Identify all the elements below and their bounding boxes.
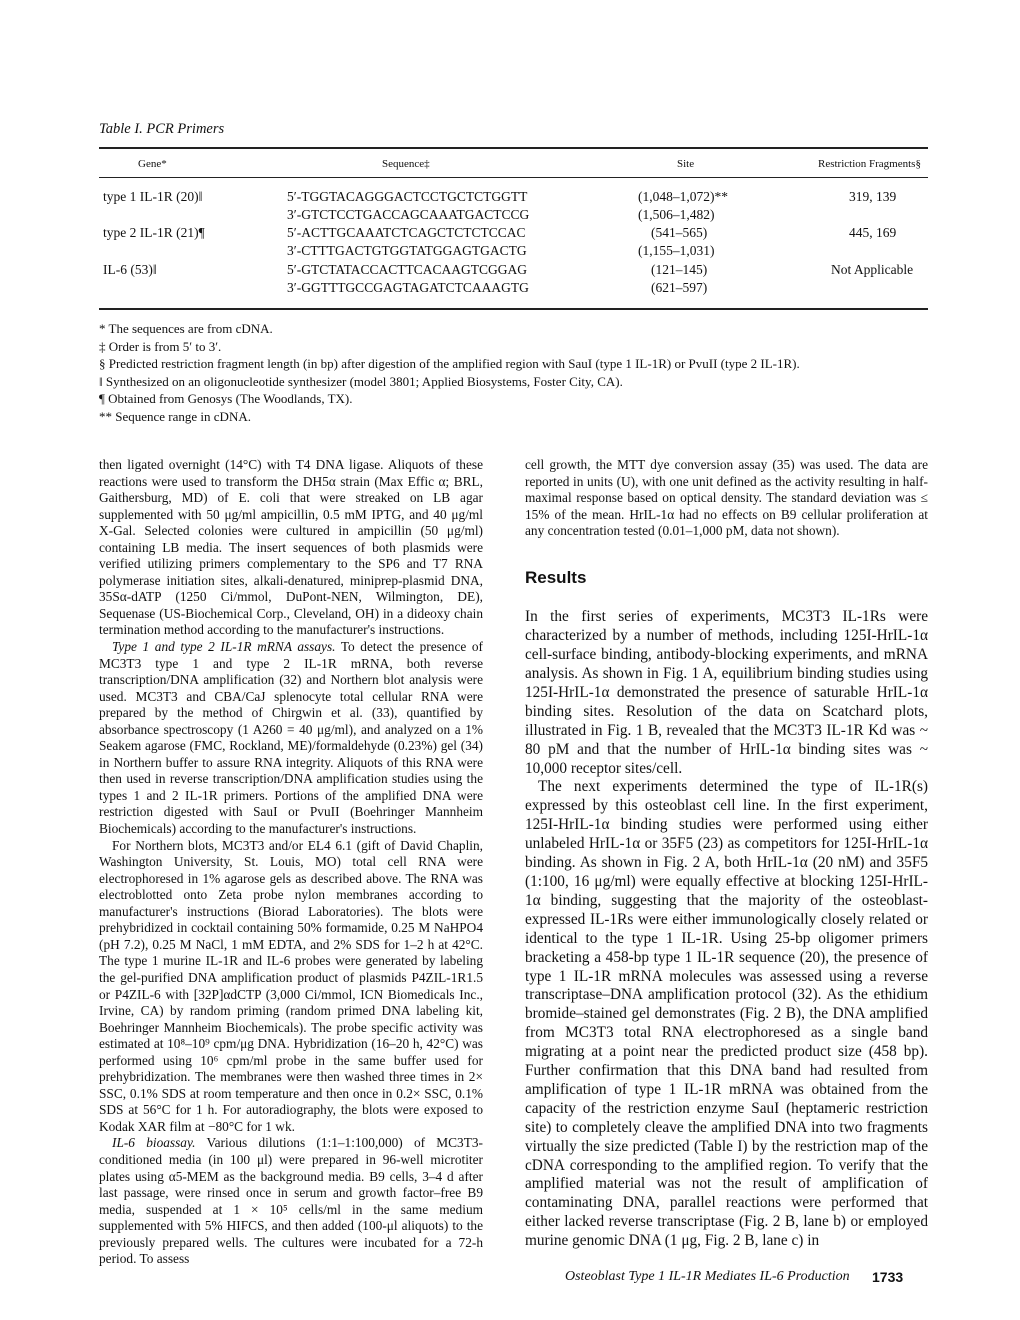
table-cell-fragments: 445, 169 bbox=[849, 225, 897, 240]
table-cell-site: (1,048–1,072)** bbox=[638, 189, 728, 204]
paragraph-text: To detect the presence of MC3T3 type 1 and type 2 IL-1R mRNA, both reverse transcription/DNA amplification (32) and Northern blot analysis were used. MC3T3 and CBA/CaJ splenocyte total cellular RNA were prepared by the method of Chirgwin et al. (33), quantified by absorbance spectroscopy (1 A260 = 40 μg/ml), and analyzed on a 1% Seakem agarose (FMC, Rockland, ME)/formaldehyde (0.23%) gel (34) in Northern buffer to assure RNA integrity. Aliquots of this RNA were then used in reverse transcription/DNA amplification studies using the types 1 and 2 IL-1R primers. Portions of the amplified DNA were restriction digested with SauI or PvuII (Boehringer Mannheim Biochemicals) according to the manufacturer's instructions. bbox=[99, 639, 483, 837]
left-column bbox=[99, 457, 483, 1268]
footnote: § Predicted restriction fragment length (in bp) after digestion of the amplified region with SauI (type 1 IL-1R) or PvuII (type 2 IL-1R). bbox=[99, 356, 800, 372]
paragraph-text: Various dilutions (1:1–1:100,000) of MC3T3-conditioned media (in 100 μl) were prepared in 96-well microtiter plates using α5-MEM as the background media. B9 cells, 3–4 d after last passage, were rinsed once in serum and growth factor–free B9 media, suspended at 1 × 10⁵ cells/ml in the same medium supplemented with 5% HIFCS, and then added (100-μl aliquots) to the previously prepared wells. The cultures were incubated for a 72-h period. To assess bbox=[99, 1135, 483, 1267]
table-footnotes bbox=[99, 320, 939, 426]
paragraph-title: Type 1 and type 2 IL-1R mRNA assays. bbox=[112, 639, 336, 655]
table-title: Table I. PCR Primers bbox=[99, 121, 225, 137]
table-header-rule bbox=[99, 177, 928, 178]
footnote: ** Sequence range in cDNA. bbox=[99, 408, 251, 424]
table-cell-gene: type 1 IL-1R (20)‖ bbox=[103, 189, 203, 204]
page-number: 1733 bbox=[872, 1269, 904, 1285]
table-cell-sequence: 5′-ACTTGCAAATCTCAGCTCTCTCCAC bbox=[287, 225, 526, 240]
table-cell-site: (1,155–1,031) bbox=[638, 243, 715, 258]
right-column bbox=[525, 457, 928, 1251]
paragraph bbox=[99, 1135, 483, 1267]
section-heading: Results bbox=[525, 567, 587, 587]
paragraph: In the first series of experiments, MC3T3 IL-1Rs were characterized by a number of methods, including 125I-HrIL-1α cell-surface binding, antibody-blocking experiments, and mRNA analysis. As shown in Fig. 1 A, equilibrium binding studies using 125I-HrIL-1α demonstrated the presence of saturable HrIL-1α binding sites. Resolution of the data on Scatchard plots, illustrated in Fig. 1 B, revealed that the MC3T3 IL-1R Kd was ~ 80 pM and that the number of HrIL-1α binding sites was ~ 10,000 receptor sites/cell. bbox=[525, 608, 928, 777]
table-cell-sequence: 5′-GTCTATACCACTTCACAAGTCGGAG bbox=[287, 262, 528, 277]
header-gene: Gene* bbox=[138, 158, 167, 170]
table-cell-gene: IL-6 (53)‖ bbox=[103, 262, 157, 277]
header-restriction-fragments: Restriction Fragments§ bbox=[818, 158, 921, 170]
table-top-rule bbox=[99, 147, 928, 149]
table-cell-site: (1,506–1,482) bbox=[638, 207, 715, 222]
table-cell-site: (121–145) bbox=[651, 262, 708, 277]
header-site: Site bbox=[677, 158, 695, 170]
footnote: ‖ Synthesized on an oligonucleotide synthesizer (model 3801; Applied Biosystems, Foster City, CA). bbox=[99, 373, 623, 389]
paragraph: cell growth, the MTT dye conversion assay (35) was used. The data are reported in units (U), with one unit defined as the activity resulting in half-maximal response based on optical density. The standard deviation was ≤ 15% of the mean. HrIL-1α had no effects on B9 cellular proliferation at any concentration tested (0.01–1,000 pM, data not shown). bbox=[525, 457, 928, 539]
table-cell-fragments: 319, 139 bbox=[849, 189, 897, 204]
footnote: ¶ Obtained from Genosys (The Woodlands, TX). bbox=[99, 391, 353, 407]
footnote: * The sequences are from cDNA. bbox=[99, 321, 273, 336]
paragraph-title: IL-6 bioassay. bbox=[112, 1135, 196, 1151]
paragraph: then ligated overnight (14°C) with T4 DNA ligase. Aliquots of these reactions were used to transform the DH5α strain (Max Effic α; BRL, Gaithersburg, MD) of E. coli that were streaked on LB agar supplemented with 50 μg/ml ampicillin, 0.5 mM IPTG, and 40 μg/ml X-Gal. Selected colonies were cultured in ampicillin (50 μg/ml) containing LB media. The insert sequences of both plasmids were verified utilizing primers complementary to the SP6 and T7 RNA polymerase initiation sites, alkali-denatured, miniprep-plasmid DNA, 35Sα-dATP (1250 Ci/mmol, DuPont-NEN, Wilmington, DE), Sequenase (US-Biochemical Corp., Cleveland, OH) in a dideoxy chain termination method according to the manufacturer's instructions. bbox=[99, 457, 483, 638]
table-bottom-rule bbox=[99, 308, 928, 310]
table-cell-sequence: 3′-GTCTCCTGACCAGCAAATGACTCCG bbox=[287, 207, 530, 222]
table-cell-sequence: 3′-GGTTTGCCGAGTAGATCTCAAAGTG bbox=[287, 280, 529, 295]
footnote: ‡ Order is from 5′ to 3′. bbox=[99, 338, 222, 354]
header-sequence: Sequence‡ bbox=[382, 158, 430, 170]
table-cell-fragments: Not Applicable bbox=[831, 262, 914, 277]
paragraph bbox=[99, 639, 483, 838]
paragraph: The next experiments determined the type of IL-1R(s) expressed by this osteoblast cell line. In the first experiment, 125I-HrIL-1α binding studies were performed using either unlabeled HrIL-1α or 35F5 (23) as competitors for 125I-HrIL-1α binding. As shown in Fig. 2 A, both HrIL-1α (20 nM) and 35F5 (1:100, 16 μg/ml) were equally effective at blocking 125I-HrIL-1α binding, suggesting that the majority of the osteoblast-expressed IL-1Rs were either immunologically closely related or identical to the type 1 IL-1R. Using 25-bp oligomer primers bracketing a 458-bp type 1 IL-1R sequence (20), the presence of type 1 IL-1R mRNA molecules was assessed using a reverse transcriptase–DNA amplification protocol (32). As the ethidium bromide–stained gel demonstrates (Fig. 2 B), the DNA amplified from MC3T3 total RNA electrophoresed as a single band migrating at a point near the predicted product size (458 bp). Further confirmation that this DNA band had resulted from amplification of type 1 IL-1R mRNA was obtained from the capacity of the restriction enzyme SauI (heptameric restriction site) to completely cleave the amplified DNA into two fragments virtually the size predicted (Table I) by the restriction map of the cDNA corresponding to the amplified region. To verify that the amplified material was not the result of amplification of contaminating DNA, parallel reactions were performed that either lacked reverse transcriptase (Fig. 2 B, lane b) or employed murine genomic DNA (1 μg, Fig. 2 B, lane c) in bbox=[525, 778, 928, 1250]
table-cell-site: (541–565) bbox=[651, 225, 708, 240]
table-cell-sequence: 5′-TGGTACAGGGACTCCTGCTCTGGTT bbox=[287, 189, 528, 204]
paragraph: For Northern blots, MC3T3 and/or EL4 6.1 (gift of David Chaplin, Washington University, St. Louis, MO) total cell RNA were electrophoresed in 1% agarose gels as described above. The RNA was electroblotted onto Zeta probe nylon membranes according to manufacturer's instructions (Biorad Laboratories). The blots were prehybridized in cocktail containing 50% formamide, 0.25 M NaHPO4 (pH 7.2), 0.25 M NaCl, 1 mM EDTA, and 2% SDS for 1–2 h at 42°C. The type 1 murine IL-1R and IL-6 probes were generated by labeling the gel-purified DNA amplification product of plasmids P4ZIL-1R1.5 or P4ZIL-6 with [32P]αdCTP (3,000 Ci/mmol, ICN Biomedicals Inc., Irvine, CA) by random priming (random primed DNA labeling kit, Boehringer Mannheim Biochemicals). The probe specific activity was estimated at 10⁸–10⁹ cpm/μg DNA. Hybridization (16–20 h, 42°C) was performed using 10⁶ cpm/ml probe in the same buffer used for prehybridization. The membranes were then washed three times in 2× SSC, 0.1% SDS at room temperature and then once in 0.2× SSC, 0.1% SDS at 56°C for 1 h. For autoradiography, the blots were exposed to Kodak XAR film at −80°C for 1 wk. bbox=[99, 837, 483, 1134]
table-cell-gene: type 2 IL-1R (21)¶ bbox=[103, 225, 205, 240]
table-cell-site: (621–597) bbox=[651, 280, 708, 295]
table-cell-sequence: 3′-CTTTGACTGTGGTATGGAGTGACTG bbox=[287, 243, 527, 258]
running-title: Osteoblast Type 1 IL-1R Mediates IL-6 Production bbox=[565, 1269, 850, 1284]
